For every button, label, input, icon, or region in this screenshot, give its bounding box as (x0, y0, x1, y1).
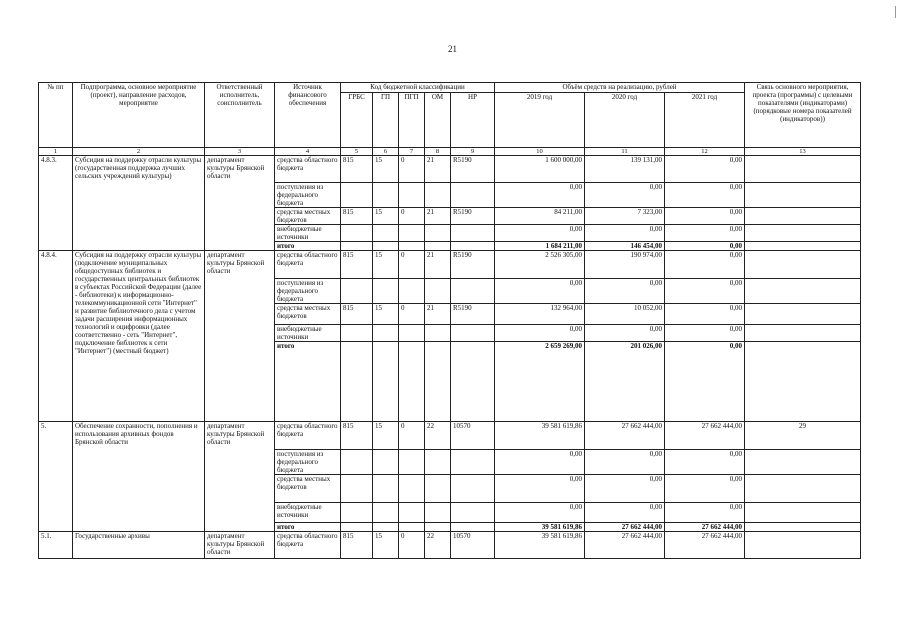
amount-2020: 0,00 (585, 279, 665, 304)
amount-2019: 0,00 (495, 279, 585, 304)
code-nr (451, 342, 495, 422)
header-codes: Код бюджетной классификации (341, 83, 495, 93)
header-link: Связь основного мероприятия, проекта (программы) с целевыми показателями (индикаторами) (порядковые номера показателей (индикаторов)) (745, 83, 861, 148)
indicator-link-empty (745, 304, 861, 325)
item-number: 5. (39, 422, 73, 532)
code-gp: 15 (373, 422, 399, 450)
indicator-link-empty (745, 342, 861, 422)
indicator-link (745, 532, 861, 559)
code-pgp (399, 450, 425, 475)
amount-2021: 0,00 (665, 251, 745, 279)
code-pgp (399, 523, 425, 532)
header-no: № пп (39, 83, 73, 148)
code-pgp (399, 503, 425, 523)
item-name: Государственные архивы (73, 532, 205, 559)
code-nr (451, 523, 495, 532)
item-executor: департамент культуры Брянской области (205, 422, 275, 532)
amount-2020: 27 662 444,00 (585, 422, 665, 450)
amount-2021: 0,00 (665, 279, 745, 304)
code-nr: R5190 (451, 156, 495, 183)
item-name: Субсидия на поддержку отрасли культуры (государственная поддержка лучших сельских учреждений культуры) (73, 156, 205, 251)
funding-source: средства областного бюджета (275, 532, 341, 559)
code-pgp (399, 225, 425, 242)
code-nr (451, 325, 495, 342)
code-om (425, 342, 451, 422)
amount-2019: 0,00 (495, 225, 585, 242)
code-pgp (399, 475, 425, 503)
code-nr: R5190 (451, 208, 495, 225)
amount-2020: 201 026,00 (585, 342, 665, 422)
amount-2019: 132 964,00 (495, 304, 585, 325)
code-om (425, 183, 451, 208)
amount-2020: 0,00 (585, 183, 665, 208)
code-gp (373, 279, 399, 304)
column-index-cell: 8 (425, 148, 451, 156)
amount-2021: 0,00 (665, 225, 745, 242)
amount-2021: 27 662 444,00 (665, 532, 745, 559)
code-nr: 10570 (451, 532, 495, 559)
amount-2019: 2 659 269,00 (495, 342, 585, 422)
amount-2021: 0,00 (665, 304, 745, 325)
header-name: Подпрограмма, основное мероприятие (проект), направление расходов, мероприятие (73, 83, 205, 148)
amount-2020: 7 323,00 (585, 208, 665, 225)
amount-2021: 27 662 444,00 (665, 523, 745, 532)
header-code-om: ОМ (425, 93, 451, 148)
code-om (425, 325, 451, 342)
amount-2021: 0,00 (665, 325, 745, 342)
code-grbs: 815 (341, 304, 373, 325)
header-code-nr: НР (451, 93, 495, 148)
code-gp (373, 450, 399, 475)
amount-2019: 39 581 619,86 (495, 422, 585, 450)
column-index-cell: 2 (73, 148, 205, 156)
code-grbs (341, 342, 373, 422)
code-grbs (341, 475, 373, 503)
item-name: Субсидия на поддержку отрасли культуры (подключение муниципальных общедоступных библиотек и государственных центральных библиотек в субъектах Российской Федерации (далее - библиотеки) к информационно-телекоммуникационной сети "Интернет" и развитие библиотечного дела с учетом задачи расширения информационных технологий и оцифровки (далее соответственно - сеть "Интернет", подключение библиотек к сети "Интернет") (местный бюджет) (73, 251, 205, 422)
column-index-cell: 13 (745, 148, 861, 156)
header-year-2020: 2020 год (585, 93, 665, 148)
table-row (39, 156, 861, 183)
code-pgp: 0 (399, 422, 425, 450)
code-nr (451, 450, 495, 475)
amount-2021: 0,00 (665, 242, 745, 251)
indicator-link-empty (745, 242, 861, 251)
code-grbs: 815 (341, 251, 373, 279)
column-index-row (39, 148, 861, 156)
code-nr: 10570 (451, 422, 495, 450)
amount-2020: 146 454,00 (585, 242, 665, 251)
indicator-link-empty (745, 325, 861, 342)
table-row (39, 251, 861, 279)
budget-table (38, 82, 861, 559)
amount-2021: 0,00 (665, 208, 745, 225)
amount-2020: 0,00 (585, 225, 665, 242)
code-gp (373, 225, 399, 242)
indicator-link-empty (745, 523, 861, 532)
amount-2021: 0,00 (665, 183, 745, 208)
code-om (425, 450, 451, 475)
code-om (425, 503, 451, 523)
code-nr (451, 183, 495, 208)
column-index-cell: 6 (373, 148, 399, 156)
code-grbs: 815 (341, 208, 373, 225)
code-pgp: 0 (399, 532, 425, 559)
header-code-gp: ГП (373, 93, 399, 148)
column-index-cell: 4 (275, 148, 341, 156)
funding-source: средства областного бюджета (275, 251, 341, 279)
code-grbs: 815 (341, 532, 373, 559)
funding-source: поступления из федерального бюджета (275, 279, 341, 304)
code-pgp (399, 325, 425, 342)
code-pgp: 0 (399, 251, 425, 279)
table-body (39, 156, 861, 559)
amount-2019: 0,00 (495, 183, 585, 208)
code-grbs (341, 503, 373, 523)
funding-source: внебюджетные источники (275, 325, 341, 342)
amount-2021: 0,00 (665, 503, 745, 523)
amount-2019: 0,00 (495, 325, 585, 342)
funding-source: поступления из федерального бюджета (275, 450, 341, 475)
column-index-cell: 5 (341, 148, 373, 156)
code-gp: 15 (373, 532, 399, 559)
header-year-2021: 2021 год (665, 93, 745, 148)
column-index-cell: 3 (205, 148, 275, 156)
amount-2020: 190 974,00 (585, 251, 665, 279)
amount-2019: 39 581 619,86 (495, 523, 585, 532)
code-grbs (341, 279, 373, 304)
amount-2019: 0,00 (495, 475, 585, 503)
code-pgp (399, 342, 425, 422)
table-row (39, 532, 861, 559)
code-nr (451, 475, 495, 503)
code-nr (451, 503, 495, 523)
header-year-2019: 2019 год (495, 93, 585, 148)
code-nr (451, 225, 495, 242)
amount-2021: 27 662 444,00 (665, 422, 745, 450)
header-code-grbs: ГРБС (341, 93, 373, 148)
amount-2020: 0,00 (585, 475, 665, 503)
funding-source: средства областного бюджета (275, 422, 341, 450)
indicator-link-empty (745, 208, 861, 225)
amount-2020: 27 662 444,00 (585, 532, 665, 559)
amount-2020: 10 052,00 (585, 304, 665, 325)
amount-2019: 2 526 305,00 (495, 251, 585, 279)
code-gp (373, 325, 399, 342)
amount-2019: 39 581 619,86 (495, 532, 585, 559)
code-om (425, 523, 451, 532)
code-grbs: 815 (341, 422, 373, 450)
indicator-link-empty (745, 279, 861, 304)
funding-source: средства местных бюджетов (275, 475, 341, 503)
amount-2021: 0,00 (665, 450, 745, 475)
item-number: 5.1. (39, 532, 73, 559)
funding-source: средства местных бюджетов (275, 208, 341, 225)
table-row (39, 422, 861, 450)
code-gp (373, 183, 399, 208)
amount-2021: 0,00 (665, 342, 745, 422)
code-gp: 15 (373, 251, 399, 279)
funding-source: итого (275, 242, 341, 251)
indicator-link-empty (745, 503, 861, 523)
header-code-pgp: ПГП (399, 93, 425, 148)
amount-2020: 0,00 (585, 325, 665, 342)
item-number: 4.8.4. (39, 251, 73, 422)
code-gp (373, 475, 399, 503)
code-nr (451, 279, 495, 304)
code-om (425, 242, 451, 251)
code-grbs (341, 183, 373, 208)
amount-2021: 0,00 (665, 475, 745, 503)
funding-source: поступления из федерального бюджета (275, 183, 341, 208)
column-index-cell: 1 (39, 148, 73, 156)
code-gp (373, 523, 399, 532)
indicator-link-empty (745, 475, 861, 503)
amount-2019: 0,00 (495, 503, 585, 523)
code-om (425, 475, 451, 503)
code-gp (373, 242, 399, 251)
amount-2020: 0,00 (585, 450, 665, 475)
code-grbs: 815 (341, 156, 373, 183)
item-name: Обеспечение сохранности, пополнения и использования архивных фондов Брянской области (73, 422, 205, 532)
indicator-link-empty (745, 183, 861, 208)
funding-source: внебюджетные источники (275, 225, 341, 242)
code-pgp: 0 (399, 208, 425, 225)
page-number: 21 (448, 44, 457, 54)
code-pgp: 0 (399, 304, 425, 325)
amount-2019: 0,00 (495, 450, 585, 475)
column-index-cell: 12 (665, 148, 745, 156)
code-gp: 15 (373, 304, 399, 325)
code-om: 21 (425, 156, 451, 183)
amount-2019: 1 600 000,00 (495, 156, 585, 183)
header-volume: Объём средств на реализацию, рублей (495, 83, 745, 93)
item-number: 4.8.3. (39, 156, 73, 251)
column-index-cell: 11 (585, 148, 665, 156)
code-grbs (341, 225, 373, 242)
column-index-cell: 9 (451, 148, 495, 156)
item-executor: департамент культуры Брянской области (205, 532, 275, 559)
funding-source: внебюджетные источники (275, 503, 341, 523)
indicator-link (745, 251, 861, 279)
code-om: 22 (425, 532, 451, 559)
scan-edge-mark (895, 6, 896, 18)
code-grbs (341, 450, 373, 475)
code-om (425, 225, 451, 242)
funding-source: средства местных бюджетов (275, 304, 341, 325)
indicator-link-empty (745, 450, 861, 475)
code-grbs (341, 325, 373, 342)
indicator-link (745, 156, 861, 183)
code-pgp (399, 279, 425, 304)
code-nr: R5190 (451, 304, 495, 325)
amount-2020: 139 131,00 (585, 156, 665, 183)
code-nr: R5190 (451, 251, 495, 279)
column-index-cell: 10 (495, 148, 585, 156)
indicator-link-empty (745, 225, 861, 242)
amount-2020: 0,00 (585, 503, 665, 523)
code-gp: 15 (373, 156, 399, 183)
code-om: 21 (425, 304, 451, 325)
column-index-cell: 7 (399, 148, 425, 156)
code-om: 21 (425, 251, 451, 279)
code-gp (373, 342, 399, 422)
indicator-link: 29 (745, 422, 861, 450)
code-grbs (341, 242, 373, 251)
funding-source: средства областного бюджета (275, 156, 341, 183)
item-executor: департамент культуры Брянской области (205, 156, 275, 251)
code-om: 21 (425, 208, 451, 225)
code-grbs (341, 523, 373, 532)
code-nr (451, 242, 495, 251)
amount-2019: 1 684 211,00 (495, 242, 585, 251)
code-gp: 15 (373, 208, 399, 225)
amount-2021: 0,00 (665, 156, 745, 183)
amount-2019: 84 211,00 (495, 208, 585, 225)
code-om: 22 (425, 422, 451, 450)
code-gp (373, 503, 399, 523)
funding-source: итого (275, 342, 341, 422)
header-executor: Ответственный исполнитель, соисполнитель (205, 83, 275, 148)
amount-2020: 27 662 444,00 (585, 523, 665, 532)
code-pgp (399, 183, 425, 208)
item-executor: департамент культуры Брянской области (205, 251, 275, 422)
code-pgp: 0 (399, 156, 425, 183)
header-source: Источник финансового обеспечения (275, 83, 341, 148)
code-om (425, 279, 451, 304)
funding-source: итого (275, 523, 341, 532)
code-pgp (399, 242, 425, 251)
